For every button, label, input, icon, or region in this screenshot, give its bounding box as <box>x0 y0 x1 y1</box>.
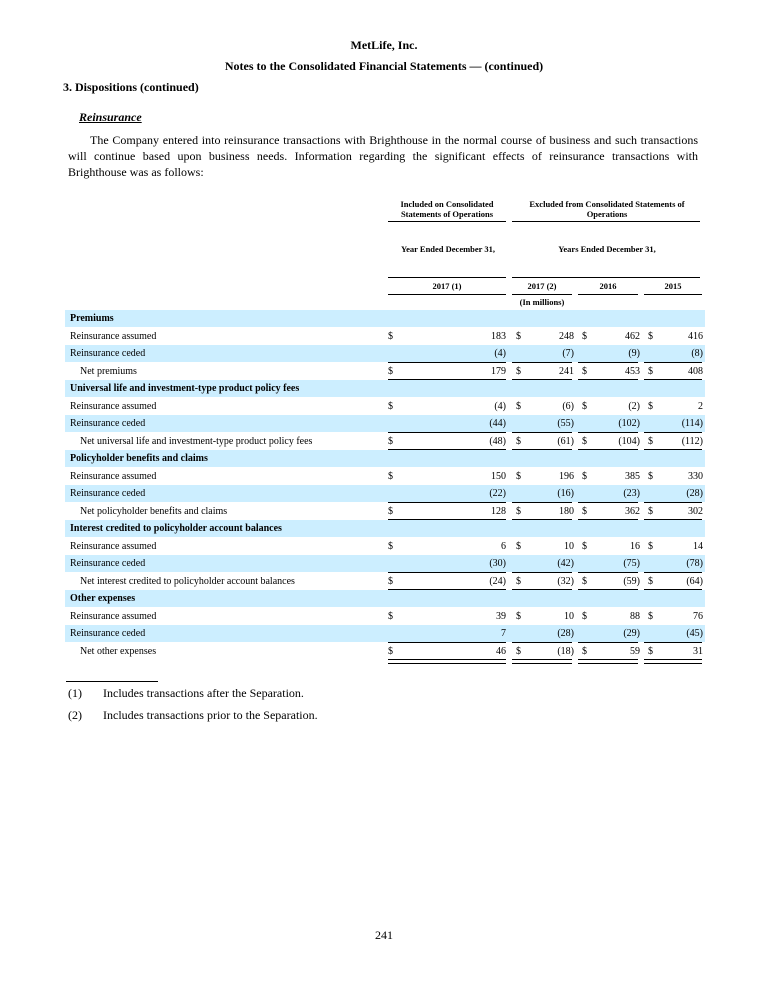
table-cell: (48) <box>489 435 506 447</box>
currency-symbol: $ <box>516 540 521 552</box>
footnote-text: Includes transactions prior to the Separation. <box>103 708 318 722</box>
table-cell: (23) <box>623 488 640 499</box>
currency-symbol: $ <box>648 365 653 377</box>
currency-symbol: $ <box>388 610 393 622</box>
currency-symbol: $ <box>582 540 587 552</box>
table-cell: 76 <box>693 610 703 622</box>
table-cell: 59 <box>630 645 640 657</box>
rule <box>578 294 638 295</box>
col-header: 2016 <box>599 281 617 291</box>
company-name: MetLife, Inc. <box>350 38 418 52</box>
currency-symbol: $ <box>648 470 653 482</box>
currency-symbol: $ <box>648 540 653 552</box>
table-cell: (61) <box>557 435 574 447</box>
table-cell: 10 <box>564 540 574 552</box>
rule <box>644 294 702 295</box>
table-cell: 330 <box>688 470 703 482</box>
currency-symbol: $ <box>582 400 587 412</box>
footnote-marker: (1) <box>68 686 82 700</box>
table-cell: 150 <box>491 470 506 482</box>
currency-symbol: $ <box>516 400 521 412</box>
table-row-label: Reinsurance assumed <box>70 470 157 482</box>
table-cell: 416 <box>688 330 703 342</box>
currency-symbol: $ <box>516 505 521 517</box>
table-cell: (18) <box>557 645 574 657</box>
col-header: 2015 <box>664 281 682 291</box>
table-row-label: Reinsurance ceded <box>70 348 146 359</box>
table-cell: 128 <box>491 505 506 517</box>
table-cell: 462 <box>625 330 640 342</box>
table-cell: 453 <box>625 365 640 377</box>
table-cell: (24) <box>489 575 506 587</box>
table-cell: 408 <box>688 365 703 377</box>
table-cell: (9) <box>628 348 640 359</box>
table-row-label: Reinsurance ceded <box>70 558 146 569</box>
table-cell: (30) <box>489 558 506 569</box>
section-title: 3. Dispositions (continued) <box>63 80 199 94</box>
group-excluded-header: Excluded from Consolidated Statements of Operations <box>529 199 685 219</box>
section-title-row: Premiums <box>70 313 114 324</box>
table-cell: (29) <box>623 628 640 639</box>
table-cell: (6) <box>562 400 574 412</box>
currency-symbol: $ <box>582 330 587 342</box>
rule <box>388 294 506 295</box>
table-cell: 10 <box>564 610 574 622</box>
rule <box>512 221 700 222</box>
currency-symbol: $ <box>582 645 587 657</box>
period-excluded-header: Years Ended December 31, <box>558 244 656 254</box>
table-row-label: Net universal life and investment-type product policy fees <box>80 435 313 447</box>
table-cell: 2 <box>698 400 703 412</box>
currency-symbol: $ <box>388 330 393 342</box>
table-cell: (7) <box>562 348 574 359</box>
table-cell: 88 <box>630 610 640 622</box>
table-cell: (44) <box>489 418 506 429</box>
section-title-row: Interest credited to policyholder account balances <box>70 523 282 534</box>
col-header: 2017 (1) <box>432 281 462 291</box>
table-cell: (4) <box>494 400 506 412</box>
currency-symbol: $ <box>648 505 653 517</box>
footnote-text: Includes transactions after the Separation. <box>103 686 304 700</box>
table-cell: (102) <box>618 418 640 429</box>
currency-symbol: $ <box>582 435 587 447</box>
table-cell: (78) <box>686 558 703 569</box>
section-title-row: Policyholder benefits and claims <box>70 453 208 464</box>
currency-symbol: $ <box>516 575 521 587</box>
table-cell: (112) <box>681 435 703 447</box>
table-cell: (2) <box>628 400 640 412</box>
table-cell: (45) <box>686 628 703 639</box>
currency-symbol: $ <box>582 575 587 587</box>
row-band <box>65 310 705 327</box>
notes-title: Notes to the Consolidated Financial Statements — (continued) <box>224 59 544 73</box>
rule <box>388 277 506 278</box>
currency-symbol: $ <box>582 470 587 482</box>
currency-symbol: $ <box>388 505 393 517</box>
table-cell: (22) <box>489 488 506 499</box>
table-cell: (55) <box>557 418 574 429</box>
table-row-label: Net other expenses <box>80 645 157 657</box>
table-cell: 16 <box>630 540 640 552</box>
subheading: Reinsurance <box>79 110 142 124</box>
currency-symbol: $ <box>516 645 521 657</box>
table-cell: 7 <box>501 628 506 639</box>
table-row-label: Net interest credited to policyholder account balances <box>80 575 295 587</box>
rule <box>388 221 506 222</box>
table-cell: 6 <box>501 540 506 552</box>
total-double-rule <box>578 659 638 664</box>
currency-symbol: $ <box>516 330 521 342</box>
currency-symbol: $ <box>582 365 587 377</box>
table-cell: 180 <box>559 505 574 517</box>
currency-symbol: $ <box>388 575 393 587</box>
table-cell: (64) <box>686 575 703 587</box>
intro-paragraph: The Company entered into reinsurance transactions with Brighthouse in the normal course of business and such transactions will continue based upon business needs. Information regarding the significant effects of reinsurance transactions with Brighthouse was as follows: <box>68 133 698 179</box>
currency-symbol: $ <box>582 505 587 517</box>
currency-symbol: $ <box>516 470 521 482</box>
table-cell: 31 <box>693 645 703 657</box>
table-cell: (75) <box>623 558 640 569</box>
rule <box>512 294 572 295</box>
table-row-label: Reinsurance assumed <box>70 330 157 342</box>
table-row-label: Reinsurance assumed <box>70 400 157 412</box>
currency-symbol: $ <box>388 645 393 657</box>
table-cell: 385 <box>625 470 640 482</box>
table-cell: 248 <box>559 330 574 342</box>
currency-symbol: $ <box>516 610 521 622</box>
rule <box>512 277 700 278</box>
col-header: 2017 (2) <box>527 281 557 291</box>
table-cell: 241 <box>559 365 574 377</box>
section-title-row: Universal life and investment-type product policy fees <box>70 383 300 394</box>
currency-symbol: $ <box>388 540 393 552</box>
total-double-rule <box>644 659 702 664</box>
table-cell: 46 <box>496 645 506 657</box>
table-cell: 39 <box>496 610 506 622</box>
table-cell: (4) <box>494 348 506 359</box>
table-cell: (8) <box>691 348 703 359</box>
table-cell: 302 <box>688 505 703 517</box>
footnote-marker: (2) <box>68 708 82 722</box>
table-cell: 183 <box>491 330 506 342</box>
section-title-row: Other expenses <box>70 593 136 604</box>
table-row-label: Net premiums <box>80 365 137 377</box>
table-row-label: Reinsurance ceded <box>70 418 146 429</box>
currency-symbol: $ <box>516 365 521 377</box>
page-number: 241 <box>375 928 393 942</box>
table-cell: (59) <box>623 575 640 587</box>
table-cell: (104) <box>618 435 640 447</box>
table-cell: (32) <box>557 575 574 587</box>
table-cell: (42) <box>557 558 574 569</box>
currency-symbol: $ <box>648 400 653 412</box>
currency-symbol: $ <box>648 610 653 622</box>
units-label: (In millions) <box>519 297 565 307</box>
currency-symbol: $ <box>648 330 653 342</box>
currency-symbol: $ <box>648 645 653 657</box>
table-row-label: Reinsurance ceded <box>70 488 146 499</box>
table-cell: (114) <box>681 418 703 429</box>
table-row-label: Reinsurance assumed <box>70 610 157 622</box>
currency-symbol: $ <box>648 575 653 587</box>
currency-symbol: $ <box>388 400 393 412</box>
table-cell: 196 <box>559 470 574 482</box>
table-cell: 14 <box>693 540 703 552</box>
table-cell: 362 <box>625 505 640 517</box>
table-cell: (16) <box>557 488 574 499</box>
currency-symbol: $ <box>388 365 393 377</box>
currency-symbol: $ <box>516 435 521 447</box>
table-row-label: Net policyholder benefits and claims <box>80 505 228 517</box>
total-double-rule <box>512 659 572 664</box>
currency-symbol: $ <box>388 470 393 482</box>
currency-symbol: $ <box>648 435 653 447</box>
group-included-header: Included on Consolidated Statements of Operations <box>400 199 494 219</box>
period-included-header: Year Ended December 31, <box>400 244 496 254</box>
footnote-separator <box>66 681 158 682</box>
table-row-label: Reinsurance ceded <box>70 628 146 639</box>
currency-symbol: $ <box>388 435 393 447</box>
row-band <box>65 590 705 607</box>
table-cell: 179 <box>491 365 506 377</box>
table-cell: (28) <box>686 488 703 499</box>
table-cell: (28) <box>557 628 574 639</box>
table-row-label: Reinsurance assumed <box>70 540 157 552</box>
currency-symbol: $ <box>582 610 587 622</box>
total-double-rule <box>388 659 506 664</box>
